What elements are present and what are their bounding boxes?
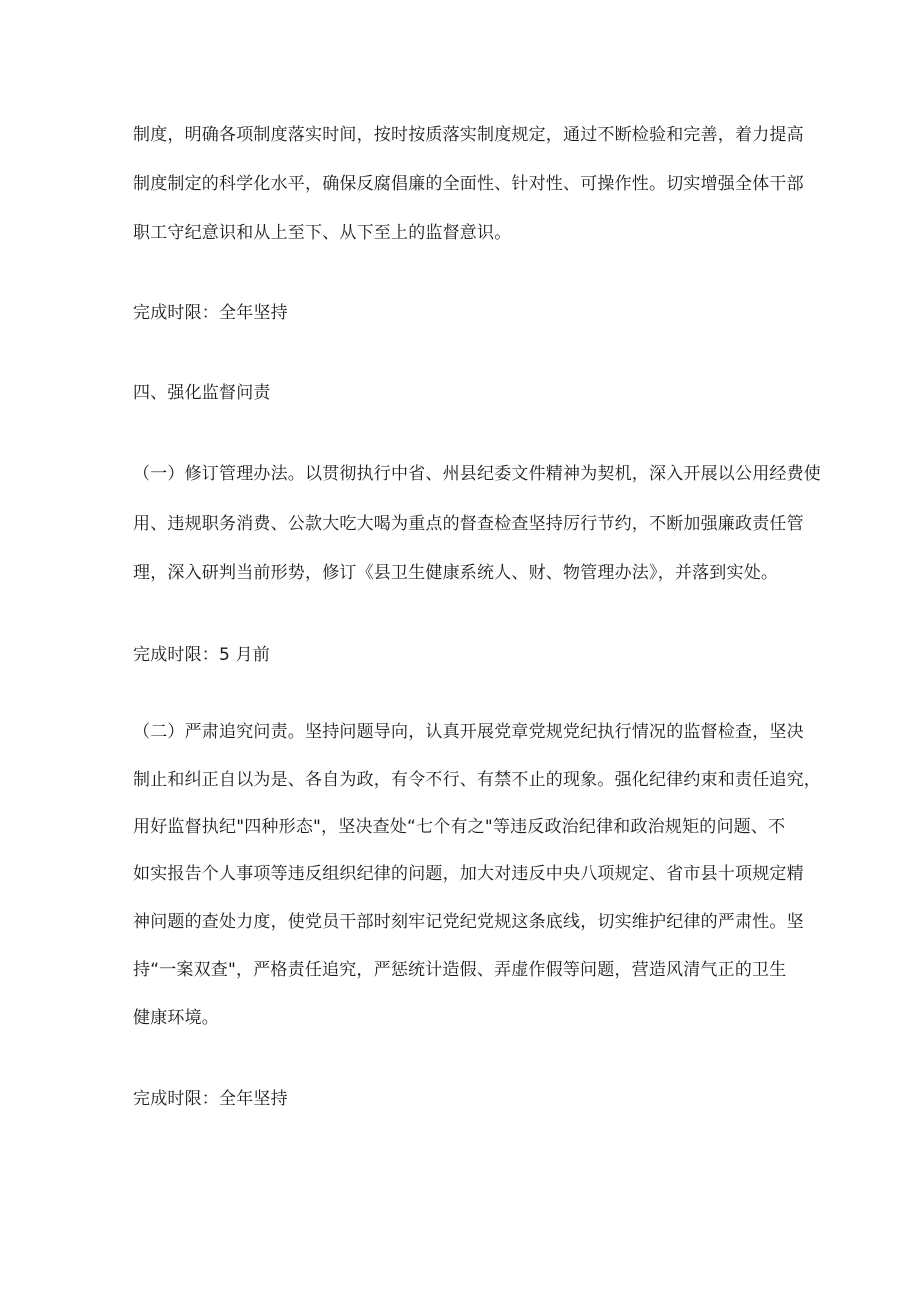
paragraph-line: 制止和纠正自以为是、各自为政，有令不行、有禁不止的现象。强化纪律约束和责任追究， [133, 770, 821, 790]
paragraph-line: （一）修订管理办法。以贯彻执行中省、州县纪委文件精神为契机，深入开展以公用经费使 [133, 464, 821, 484]
deadline-line: 完成时限：全年坚持 [133, 303, 288, 323]
paragraph-line: 如实报告个人事项等违反组织纪律的问题，加大对违反中央八项规定、省市县十项规定精 [133, 864, 804, 884]
paragraph-line: 神问题的查处力度，使党员干部时刻牢记党纪党规这条底线，切实维护纪律的严肃性。坚 [133, 912, 804, 932]
deadline-line: 完成时限：全年坚持 [133, 1089, 288, 1109]
paragraph-line: 职工守纪意识和从上至下、从下至上的监督意识。 [133, 223, 512, 243]
paragraph-line: 用好监督执纪"四种形态"，坚决查处“七个有之"等违反政治纪律和政治规矩的问题、不 [133, 817, 786, 837]
paragraph-line: 持“一案双查"，严格责任追究，严惩统计造假、弄虚作假等问题，营造风清气正的卫生 [133, 960, 787, 980]
paragraph-line: 健康环境。 [133, 1008, 219, 1028]
paragraph-line: （二）严肃追究问责。坚持问题导向，认真开展党章党规党纪执行情况的监督检查，坚决 [133, 722, 804, 742]
paragraph-line: 制度，明确各项制度落实时间，按时按质落实制度规定，通过不断检验和完善，着力提高 [133, 125, 804, 145]
paragraph-line: 理，深入研判当前形势，修订《县卫生健康系统人、财、物管理办法》，并落到实处。 [133, 563, 779, 583]
paragraph-line: 制度制定的科学化水平，确保反腐倡廉的全面性、针对性、可操作性。切实增强全体干部 [133, 174, 804, 194]
paragraph-line: 用、违规职务消费、公款大吃大喝为重点的督查检查坚持厉行节约，不断加强廉政责任管 [133, 514, 804, 534]
deadline-line: 完成时限：5 月前 [133, 645, 271, 665]
section-heading: 四、强化监督问责 [133, 383, 271, 403]
